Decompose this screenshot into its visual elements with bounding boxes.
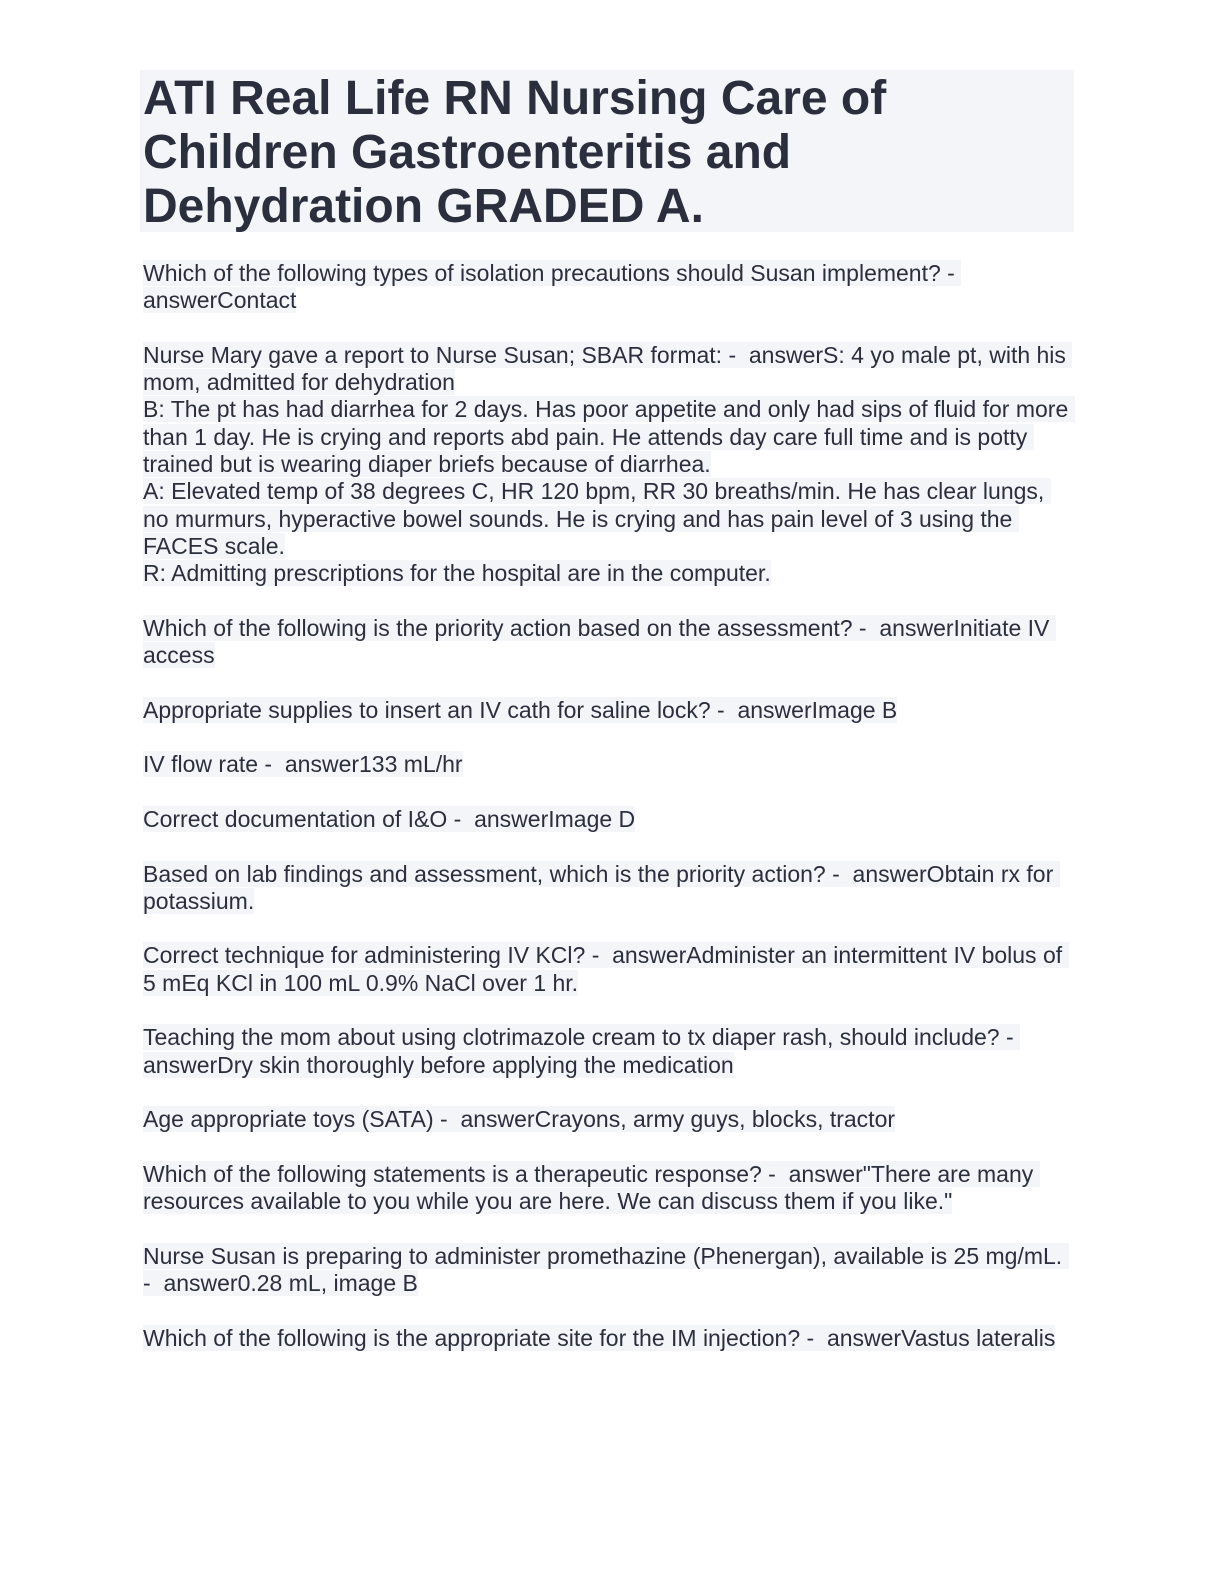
qa-list [140,260,1074,1352]
qa-text: Which of the following is the appropriate site for the IM injection? - answerVastus lateralis [143,1324,1056,1351]
qa-text: IV flow rate - answer133 mL/hr [143,751,463,778]
qa-item [143,1106,1074,1133]
qa-text: Based on lab findings and assessment, which is the priority action? - answerObtain rx for potassium. [143,860,1060,914]
qa-item [143,1325,1074,1352]
qa-text: Nurse Susan is preparing to administer promethazine (Phenergan), available is 25 mg/mL. - answer0.28 mL, image B [143,1242,1069,1296]
qa-item [143,861,1074,916]
qa-item [143,697,1074,724]
qa-item [143,1243,1074,1298]
qa-text: Age appropriate toys (SATA) - answerCrayons, army guys, blocks, tractor [143,1106,896,1133]
qa-text: Appropriate supplies to insert an IV cath for saline lock? - answerImage B [143,696,898,723]
document-page [140,70,1074,1352]
qa-item [143,1161,1074,1216]
qa-text: Nurse Mary gave a report to Nurse Susan; SBAR format: - answerS: 4 yo male pt, with his mom, admitted for dehydration B: The pt has had diarrhea for 2 days. Has poor appetite and only had sips of fluid for more than 1 day. He is crying and reports abd pain. He attends day care full time and is potty trained but is wearing diaper briefs because of diarrhea. A: Elevated temp of 38 degrees C, HR 120 bpm, RR 30 breaths/min. He has clear lungs, no murmurs, hyperactive bowel sounds. He is crying and has pain level of 3 using the FACES scale. R: Admitting prescriptions for the hospital are in the computer. [143,342,1075,586]
qa-item [143,615,1074,670]
qa-text: Which of the following is the priority action based on the assessment? - answerInitiate IV access [143,614,1056,669]
qa-item [143,806,1074,833]
qa-text: Which of the following statements is a therapeutic response? - answer"There are many resources available to you while you are here. We can discuss them if you like." [143,1160,1040,1215]
qa-text: Correct technique for administering IV KCl? - answerAdminister an intermittent IV bolus of 5 mEq KCl in 100 mL 0.9% NaCl over 1 hr. [143,942,1069,996]
qa-item [143,751,1074,778]
qa-item [143,942,1074,997]
qa-text: Which of the following types of isolation precautions should Susan implement? - answerContact [143,260,962,314]
qa-item [143,260,1074,315]
qa-item [143,1024,1074,1079]
qa-item [143,342,1074,588]
title-block [140,70,1074,232]
qa-text: Teaching the mom about using clotrimazole cream to tx diaper rash, should include? - answerDry skin thoroughly before applying the medication [143,1024,1021,1078]
document-title: ATI Real Life RN Nursing Care of Children Gastroenteritis and Dehydration GRADED A. [143,72,887,233]
qa-text: Correct documentation of I&O - answerImage D [143,805,636,832]
